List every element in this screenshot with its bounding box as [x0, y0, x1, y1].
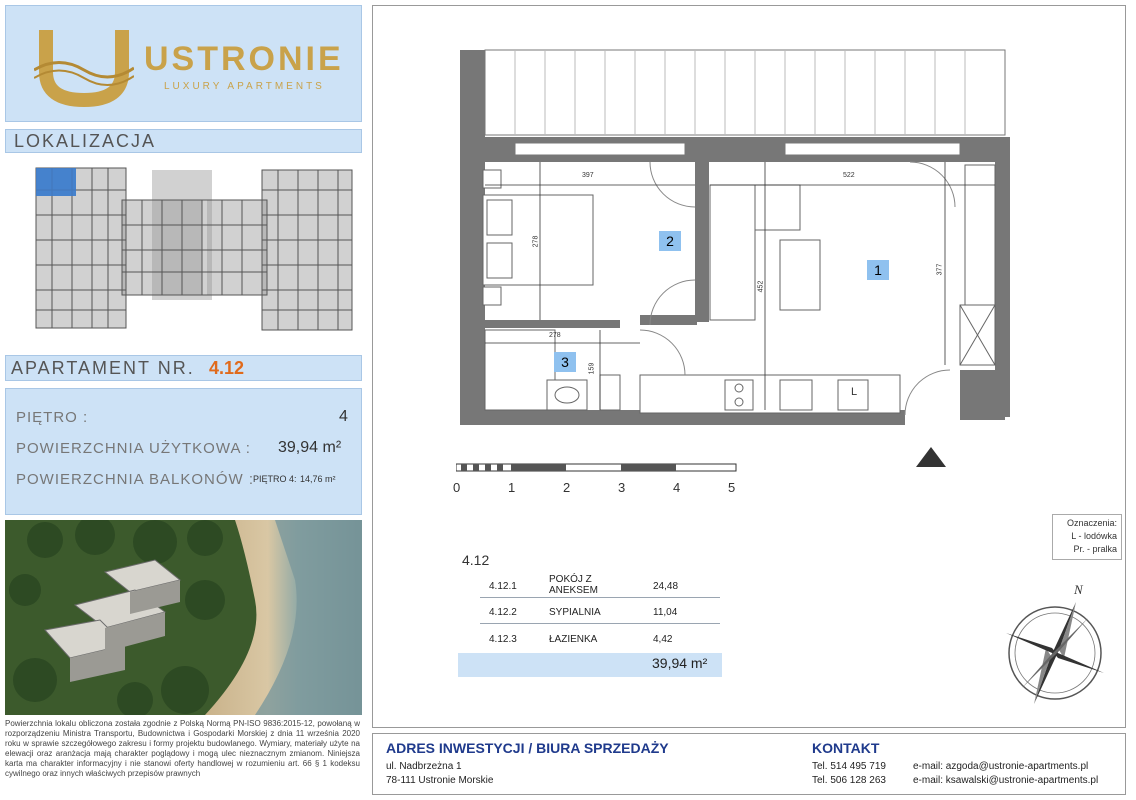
compass-north-label: N [1074, 582, 1083, 597]
room-tag-1: 1 [867, 260, 889, 280]
dim-bedroom-height: 278 [532, 235, 540, 248]
phone-1[interactable]: Tel. 514 495 719 [812, 761, 886, 772]
usable-area-label: POWIERZCHNIA UŻYTKOWA : [16, 440, 251, 457]
apartment-number: 4.12 [209, 358, 245, 378]
table-row-area: 4,42 [653, 634, 673, 645]
entrance-arrow-icon [916, 447, 946, 467]
balcony-floor-label: PIĘTRO 4: [253, 474, 297, 484]
legend-item-washer: Pr. - pralka [1073, 544, 1117, 554]
scale-label-4: 4 [673, 480, 681, 495]
table-row-name: SYPIALNIA [549, 607, 601, 618]
balcony-area-value: 14,76 m² [300, 474, 336, 484]
table-total-bar [458, 653, 722, 677]
phone-2[interactable]: Tel. 506 128 263 [812, 775, 886, 786]
floor-value: 4 [339, 408, 348, 425]
dim-bath-width: 278 [549, 332, 561, 339]
dim-bedroom-width: 397 [582, 172, 594, 179]
legend-box [1052, 514, 1122, 560]
legend-item-fridge: L - lodówka [1071, 531, 1117, 541]
brand-name: USTRONIE [144, 40, 344, 78]
usable-area-value: 39,94 m² [278, 439, 342, 456]
contact-title: KONTAKT [812, 740, 880, 756]
email-2[interactable]: e-mail: ksawalski@ustronie-apartments.pl [913, 775, 1099, 786]
legend-title: Oznaczenia: [1066, 518, 1117, 528]
dim-living-width: 522 [843, 172, 855, 179]
table-row-name: ŁAZIENKA [549, 634, 598, 645]
brand-tagline: LUXURY APARTMENTS [164, 81, 325, 92]
table-row-area: 11,04 [653, 607, 678, 618]
logo-panel [5, 5, 362, 122]
address-line1: ul. Nadbrzeżna 1 [386, 761, 462, 772]
fridge-label: L [851, 386, 858, 398]
brand-logo-icon [34, 20, 134, 110]
room-tag-2: 2 [659, 231, 681, 251]
disclaimer-text: Powierzchnia lokalu obliczona została zgodnie z Polską Normą PN-ISO 9836:2015-12, powołaną w rozporządzeniu Ministra Transportu, Budownictwa i Gospodarki Morskiej z dnia 11 września 2020 roku w sprawie szczegółowego zakresu i formy projektu budowlanego. Wymiary, materiały użyte na elewacji oraz aranżacja mają charakter poglądowy i mogą ulec nieznacznym zmianom. Niniejsza karta ma charakter informacyjny i nie stanowi oferty handlowej w rozumieniu art. 66 § 1 kodeksu cywilnego oraz innych właściwych przepisów prawnych [5, 719, 360, 778]
location-header [5, 129, 362, 153]
scale-label-2: 2 [563, 480, 571, 495]
table-row-id: 4.12.3 [489, 634, 517, 645]
dim-bath-height: 159 [588, 362, 596, 375]
compass-rose-icon [1000, 588, 1110, 708]
table-row-area: 24,48 [653, 581, 679, 592]
table-divider [480, 623, 720, 624]
address-title: ADRES INWESTYCJI / BIURA SPRZEDAŻY [386, 740, 669, 756]
apartment-label: APARTAMENT NR. [11, 358, 195, 378]
table-total-value: 39,94 m² [652, 655, 708, 671]
scale-label-3: 3 [618, 480, 626, 495]
building-location-map [22, 160, 362, 335]
table-row-name: POKÓJ Z ANEKSEM [549, 574, 598, 596]
email-1[interactable]: e-mail: azgoda@ustronie-apartments.pl [913, 761, 1089, 772]
apartment-number-bar [5, 355, 362, 381]
scale-label-0: 0 [453, 480, 461, 495]
dim-living-height: 452 [757, 280, 765, 293]
balcony-area-label: POWIERZCHNIA BALKONÓW : [16, 471, 255, 488]
scale-label-5: 5 [728, 480, 736, 495]
table-row-id: 4.12.1 [489, 581, 517, 592]
dim-right-height: 377 [936, 263, 944, 276]
floor-plan-drawing [455, 45, 1015, 465]
stats-panel [5, 388, 362, 515]
rooms-table-title: 4.12 [462, 552, 490, 568]
footer-panel [372, 733, 1126, 795]
floor-label: PIĘTRO : [16, 409, 89, 426]
room-tag-3: 3 [554, 352, 576, 372]
scale-bar [456, 462, 741, 474]
table-divider [480, 597, 720, 598]
aerial-render-image [5, 520, 362, 715]
scale-label-1: 1 [508, 480, 516, 495]
table-row-id: 4.12.2 [489, 607, 517, 618]
location-title: LOKALIZACJA [14, 131, 157, 151]
address-line2: 78-111 Ustronie Morskie [386, 775, 494, 786]
